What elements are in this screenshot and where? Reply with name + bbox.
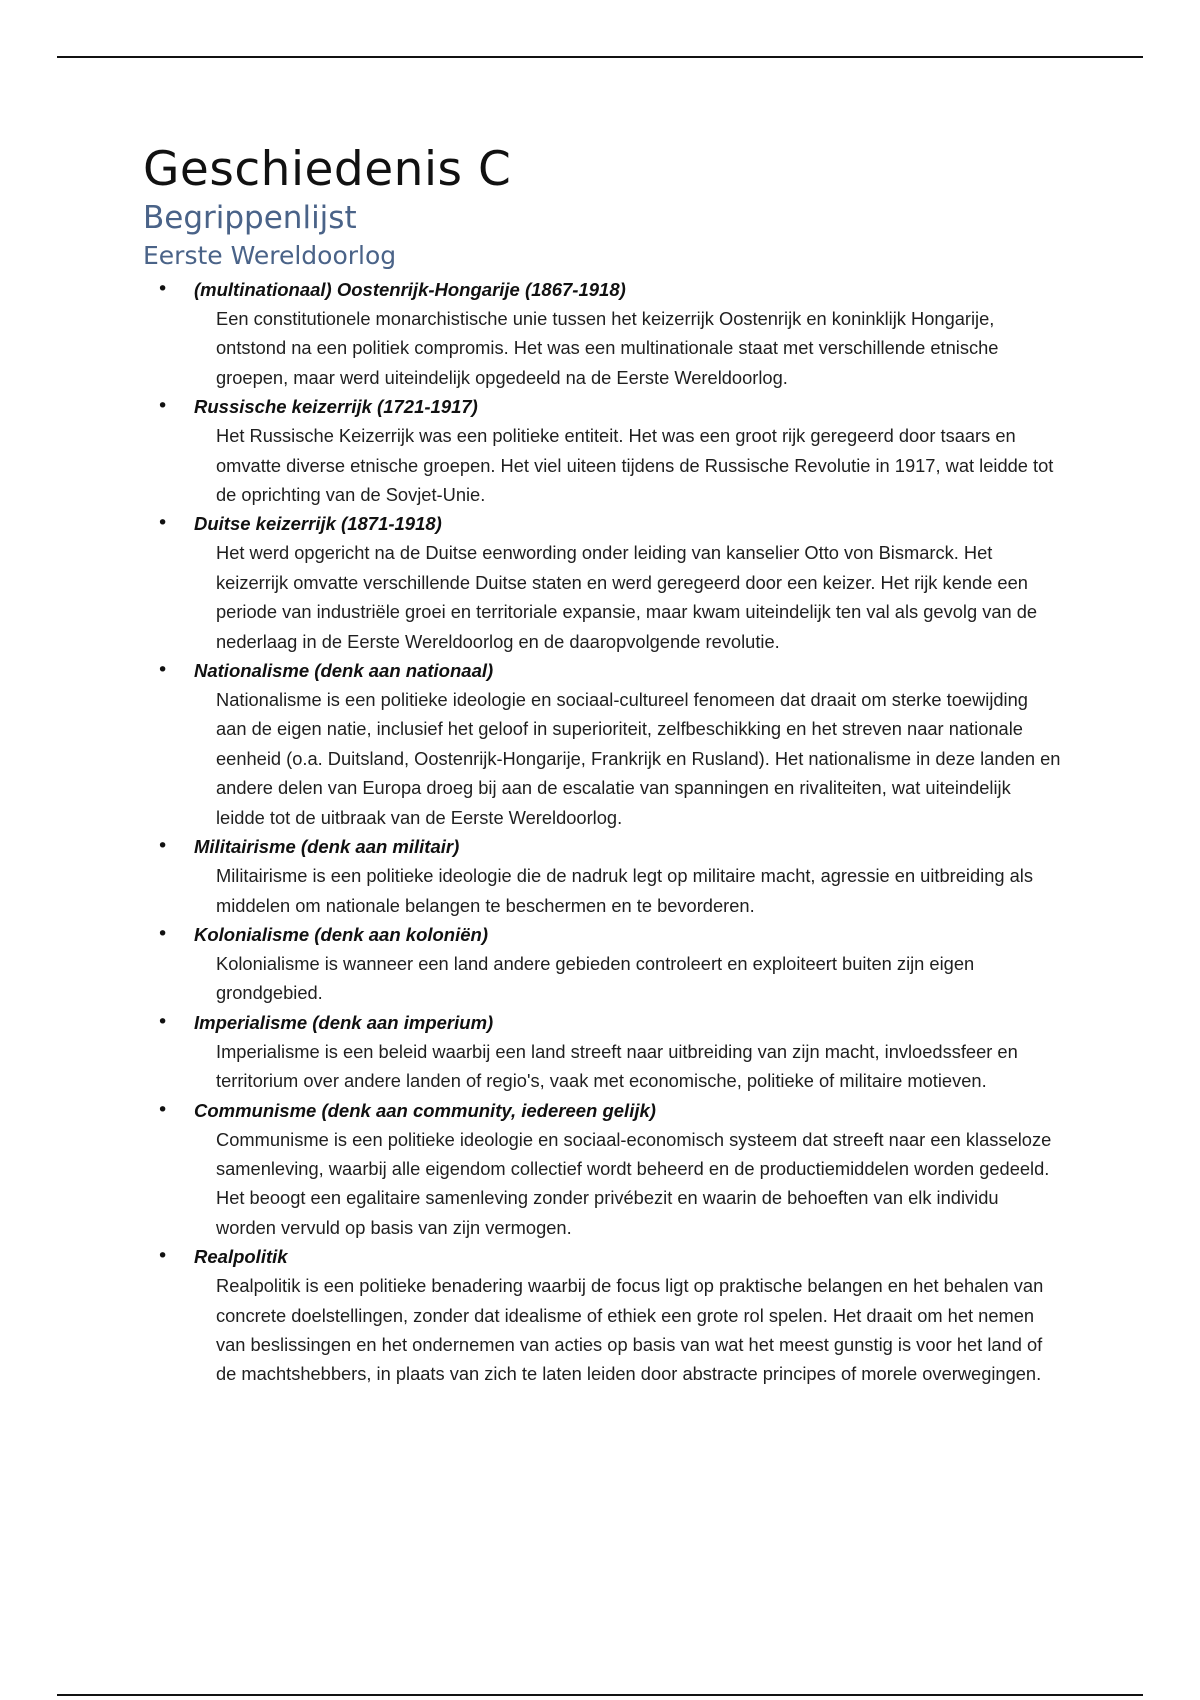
- term-name: Kolonialisme (denk aan koloniën): [194, 923, 488, 945]
- term-description: Nationalisme is een politieke ideologie en sociaal-cultureel fenomeen dat draait om sterke toewijding aan de eigen natie, inclusief het geloof in superioriteit, zelfbeschikking en het streven naar nationale eenheid (o.a. Duitsland, Oostenrijk-Hongarije, Frankrijk en Rusland). Het nationalisme in deze landen en andere delen van Europa droeg bij aan de escalatie van spanningen en rivaliteiten, wat uiteindelijk leidde tot de uitbraak van de Eerste Wereldoorlog.: [216, 689, 1061, 828]
- term-name: Duitse keizerrijk (1871-1918): [194, 513, 442, 535]
- term-item: [143, 1096, 1063, 1243]
- term-name: Russische keizerrijk (1721-1917): [194, 396, 478, 418]
- term-name: Imperialisme (denk aan imperium): [194, 1011, 494, 1033]
- term-name: (multinationaal) Oostenrijk-Hongarije (1867-1918): [194, 279, 626, 300]
- term-name: Nationalisme (denk aan nationaal): [194, 660, 494, 682]
- term-item: [143, 920, 1063, 1008]
- bullet-icon: •: [157, 1010, 169, 1033]
- bullet-icon: •: [157, 835, 169, 858]
- bullet-icon: •: [157, 1245, 169, 1268]
- term-description: Een constitutionele monarchistische unie tussen het keizerrijk Oostenrijk en koninklijk Hongarije, ontstond na een politiek compromis. Het was een multinationale staat met verschillende etnische groepen, maar werd uiteindelijk opgedeeld na de Eerste Wereldoorlog.: [216, 308, 999, 388]
- term-name: Realpolitik: [194, 1246, 288, 1268]
- footer-rule: [57, 1694, 1143, 1696]
- document-subtitle: Begrippenlijst: [143, 200, 357, 236]
- document-title: Geschiedenis C: [143, 142, 512, 197]
- term-list: [143, 275, 1063, 1389]
- term-description: Realpolitik is een politieke benadering waarbij de focus ligt op praktische belangen en het behalen van concrete doelstellingen, zonder dat idealisme of ethiek een grote rol spelen. Het draait om het nemen van beslissingen en het ondernemen van acties op basis van wat het meest gunstig is voor het land of de machtshebbers, in plaats van zich te laten leiden door abstracte principes of morele overwegingen.: [216, 1275, 1044, 1385]
- header-rule: [57, 56, 1143, 58]
- term-description: Imperialisme is een beleid waarbij een land streeft naar uitbreiding van zijn macht, invloedssfeer en territorium over andere landen of regio's, vaak met economische, politieke of militaire motieven.: [216, 1040, 1018, 1092]
- bullet-icon: •: [157, 278, 169, 300]
- term-description: Het werd opgericht na de Duitse eenwording onder leiding van kanselier Otto von Bismarck. Het keizerrijk omvatte verschillende Duitse staten en werd geregeerd door een keizer. Het rijk kende een periode van industriële groei en territoriale expansie, maar kwam uiteindelijk ten val als gevolg van de nederlaag in de Eerste Wereldoorlog en de daaropvolgende revolutie.: [216, 542, 1038, 652]
- term-item: [143, 1008, 1063, 1096]
- term-item: [143, 392, 1063, 509]
- term-description: Communisme is een politieke ideologie en sociaal-economisch systeem dat streeft naar een klasseloze samenleving, waarbij alle eigendom collectief wordt beheerd en de productiemiddelen worden gedeeld. Het beoogt een egalitaire samenleving zonder privébezit en waarin de behoeften van elk individu worden vervuld op basis van zijn vermogen.: [216, 1128, 1052, 1238]
- bullet-icon: •: [157, 922, 169, 945]
- term-item: [143, 656, 1063, 832]
- bullet-icon: •: [157, 512, 169, 535]
- term-description: Het Russische Keizerrijk was een politieke entiteit. Het was een groot rijk geregeerd door tsaars en omvatte diverse etnische groepen. Het viel uiteen tijdens de Russische Revolutie in 1917, wat leidde tot de oprichting van de Sovjet-Unie.: [216, 425, 1054, 506]
- term-item: [143, 275, 1063, 392]
- term-name: Communisme (denk aan community, iedereen gelijk): [194, 1099, 656, 1121]
- section-heading: Eerste Wereldoorlog: [143, 241, 397, 270]
- term-description: Kolonialisme is wanneer een land andere gebieden controleert en exploiteert buiten zijn eigen grondgebied.: [216, 952, 975, 1004]
- term-item: [143, 832, 1063, 920]
- bullet-icon: •: [157, 395, 169, 418]
- term-item: [143, 509, 1063, 656]
- bullet-icon: •: [157, 1098, 169, 1121]
- term-name: Militairisme (denk aan militair): [194, 836, 460, 858]
- term-description: Militairisme is een politieke ideologie die de nadruk legt op militaire macht, agressie en uitbreiding als middelen om nationale belangen te beschermen en te bevorderen.: [216, 865, 1033, 916]
- bullet-icon: •: [157, 659, 169, 682]
- term-item: [143, 1242, 1063, 1389]
- document-body: [143, 142, 1063, 1389]
